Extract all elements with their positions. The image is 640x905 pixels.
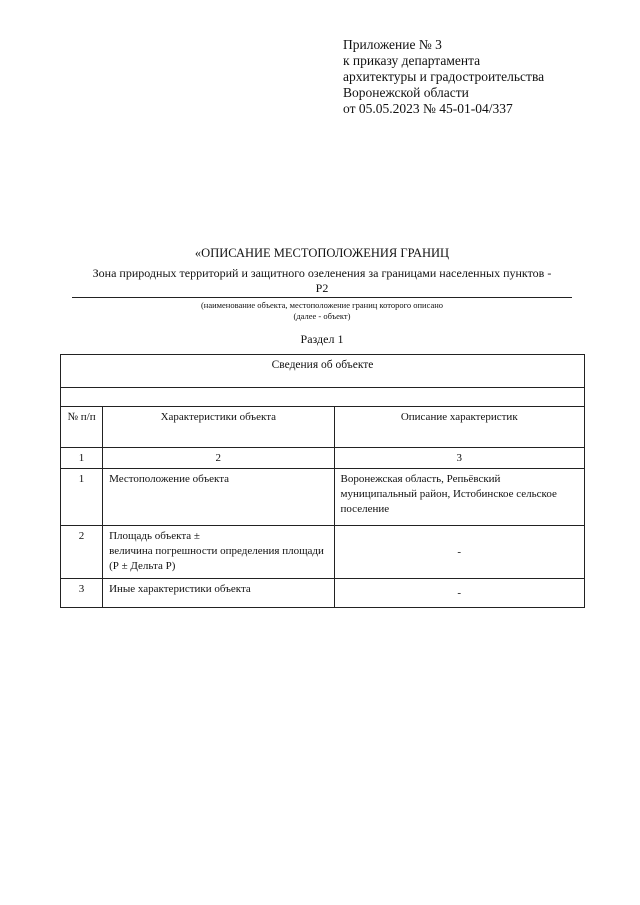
column-number: 3 [334,448,584,469]
column-header-num: № п/п [61,407,103,448]
column-header-description: Описание характеристик [334,407,584,448]
row-characteristic-line: Площадь объекта ± [109,530,200,542]
caption-line: (наименование объекта, местоположение границ которого описано [200,300,444,310]
table-row [61,526,585,579]
section-label: Раздел 1 [300,332,344,346]
table-heading: Сведения об объекте [61,355,585,388]
column-number: 1 [61,448,103,469]
column-number: 2 [103,448,334,469]
caption [72,300,572,322]
row-number: 1 [61,469,103,526]
row-characteristic: Местоположение объекта [103,469,334,526]
row-characteristic-line: величина погрешности определения площади (Р ± Дельта Р) [109,545,324,572]
table-heading-row [61,355,585,388]
row-description: - [334,579,584,608]
column-number-row [61,448,585,469]
title-block [72,246,572,347]
row-description: - [334,526,584,579]
appendix-line: Приложение № 3 [343,37,442,52]
column-header-row [61,407,585,448]
table-blank-row [61,388,585,407]
appendix-line: от 05.05.2023 № 45-01-04/337 [343,101,513,116]
zone-name [72,266,572,298]
row-description: Воронежская область, Репьёвский муниципальный район, Истобинское сельское поселение [334,469,584,526]
row-number: 3 [61,579,103,608]
table-row [61,469,585,526]
table-blank-cell [61,388,585,407]
row-characteristic: Иные характеристики объекта [103,579,334,608]
table-row [61,579,585,608]
row-characteristic [103,526,334,579]
caption-line: (далее - объект) [293,311,351,321]
column-header-characteristics: Характеристики объекта [103,407,334,448]
zone-name-line: Р2 [315,281,329,295]
appendix-line: Воронежской области [343,85,469,100]
appendix-block [343,37,544,117]
appendix-line: архитектуры и градостроительства [343,69,545,84]
document-title: «ОПИСАНИЕ МЕСТОПОЛОЖЕНИЯ ГРАНИЦ [194,246,450,260]
row-number: 2 [61,526,103,579]
appendix-line: к приказу департамента [343,53,481,68]
object-info-table [60,354,585,608]
zone-name-line: Зона природных территорий и защитного озеленения за границами населенных пунктов - [92,266,552,280]
